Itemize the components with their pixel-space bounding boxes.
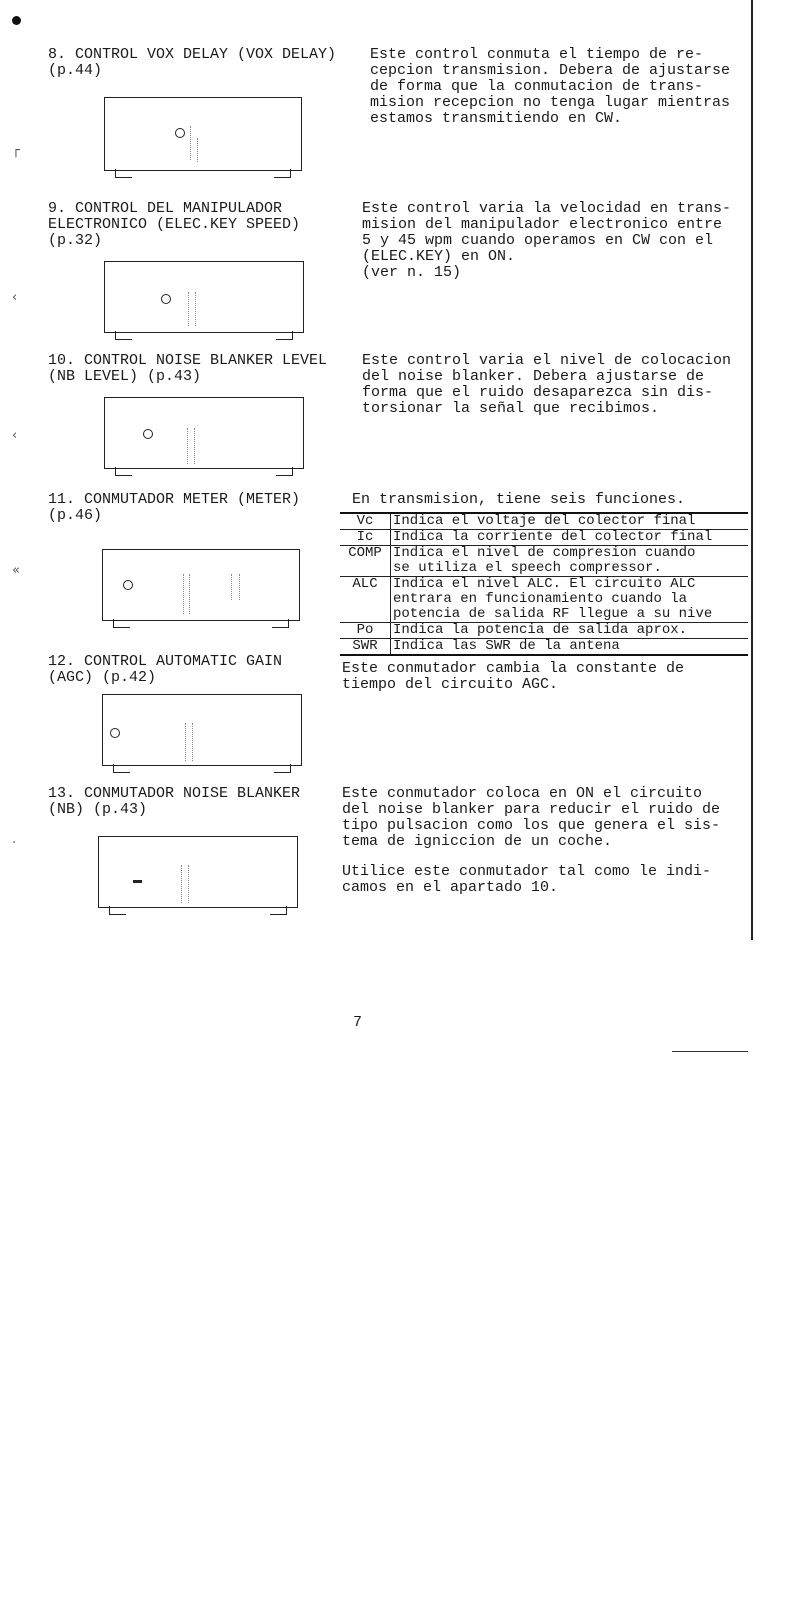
table-row [340,639,748,656]
panel-divider-dots [183,574,185,614]
table-row [340,546,748,577]
meter-desc-cell: Indica el nivel ALC. El circuito ALC entrara en funcionamiento cuando la potencia de salida RF llegue a su nive [391,577,749,623]
right-margin-rule [751,0,753,940]
panel-divider-dots [239,574,241,600]
table-row [340,577,748,623]
nb-level-panel-diagram [104,397,304,469]
panel-divider-dots [190,126,192,160]
section-11-description: En transmision, tiene seis funciones. [352,491,686,508]
panel-divider-dots [187,428,189,464]
panel-foot-right [276,467,293,476]
panel-divider-dots [188,865,190,903]
panel-foot-left [115,169,132,178]
section-13-heading: 13. CONMUTADOR NOISE BLANKER (NB) (p.43) [48,785,301,818]
panel-divider-dots [197,138,199,162]
panel-divider-dots [231,574,233,600]
section-8-description: Este control conmuta el tiempo de re- cepcion transmision. Debera de ajustarse de forma que la conmutacion de trans- mision recepcion no tenga lugar mientras estamos transmitiendo en CW. [370,46,731,127]
meter-desc-cell: Indica la corriente del colector final [391,530,749,546]
section-13-description-2: Utilice este conmutador tal como le indi- camos en el apartado 10. [342,863,712,896]
nb-panel-diagram [98,836,298,908]
margin-mark-icon: ‹ [12,290,18,305]
margin-mark-icon: · [12,836,17,851]
section-10-heading: 10. CONTROL NOISE BLANKER LEVEL (NB LEVEL) (p.43) [48,352,328,385]
table-row [340,513,748,530]
meter-desc-cell: Indica el nivel de compresion cuando se utiliza el speech compressor. [391,546,749,577]
meter-abbr-cell: Po [340,623,391,639]
panel-divider-dots [192,723,194,761]
meter-functions-table [340,512,748,656]
panel-foot-right [274,169,291,178]
meter-abbr-cell: Vc [340,513,391,530]
vox-delay-panel-diagram [104,97,302,171]
section-9-description: Este control varia la velocidad en trans- mision del manipulador electronico entre 5 y 45 wpm cuando operamos en CW con el (ELEC.KEY) en ON. (ver n. 15) [362,200,732,281]
meter-abbr-cell: ALC [340,577,391,623]
bottom-rule [672,1051,748,1052]
nb-level-knob-icon [143,429,153,439]
panel-foot-left [113,764,130,773]
panel-divider-dots [189,574,191,614]
margin-mark-icon: ‹ [12,428,18,443]
meter-desc-cell: Indica las SWR de la antena [391,639,749,656]
section-11-heading: 11. CONMUTADOR METER (METER) (p.46) [48,491,301,524]
margin-mark-icon: « [12,563,20,578]
panel-foot-left [109,906,126,915]
meter-desc-cell: Indica la potencia de salida aprox. [391,623,749,639]
elec-key-speed-knob-icon [161,294,171,304]
section-12-heading: 12. CONTROL AUTOMATIC GAIN (AGC) (p.42) [48,653,283,686]
section-13-description: Este conmutador coloca en ON el circuito del noise blanker para reducir el ruido de tipo pulsacion como los que genera el sis- tema de igniccion de un coche. [342,785,721,850]
nb-switch-icon [133,880,142,883]
panel-foot-left [115,467,132,476]
section-12-description: Este conmutador cambia la constante de tiempo del circuito AGC. [342,660,685,693]
page-number: 7 [353,1014,363,1031]
panel-divider-dots [188,292,190,326]
section-8-heading: 8. CONTROL VOX DELAY (VOX DELAY) (p.44) [48,46,337,79]
vox-delay-knob-icon [175,128,185,138]
panel-divider-dots [194,428,196,464]
margin-mark-icon: ┌ [12,143,20,158]
panel-foot-right [276,331,293,340]
panel-foot-left [115,331,132,340]
panel-divider-dots [181,865,183,903]
meter-abbr-cell: COMP [340,546,391,577]
meter-abbr-cell: Ic [340,530,391,546]
agc-knob-icon [110,728,120,738]
panel-foot-right [270,906,287,915]
meter-panel-diagram [102,549,300,621]
meter-desc-cell: Indica el voltaje del colector final [391,513,749,530]
table-row [340,623,748,639]
section-9-heading: 9. CONTROL DEL MANIPULADOR ELECTRONICO (ELEC.KEY SPEED) (p.32) [48,200,301,249]
agc-panel-diagram [102,694,302,766]
meter-abbr-cell: SWR [340,639,391,656]
meter-knob-icon [123,580,133,590]
panel-foot-right [272,619,289,628]
panel-divider-dots [185,723,187,761]
panel-foot-right [274,764,291,773]
panel-foot-left [113,619,130,628]
elec-key-speed-panel-diagram [104,261,304,333]
table-row [340,530,748,546]
panel-divider-dots [195,292,197,326]
section-10-description: Este control varia el nivel de colocacion del noise blanker. Debera ajustarse de forma que el ruido desaparezca sin dis- torsionar la señal que recibimos. [362,352,732,417]
bullet-mark [12,16,21,25]
